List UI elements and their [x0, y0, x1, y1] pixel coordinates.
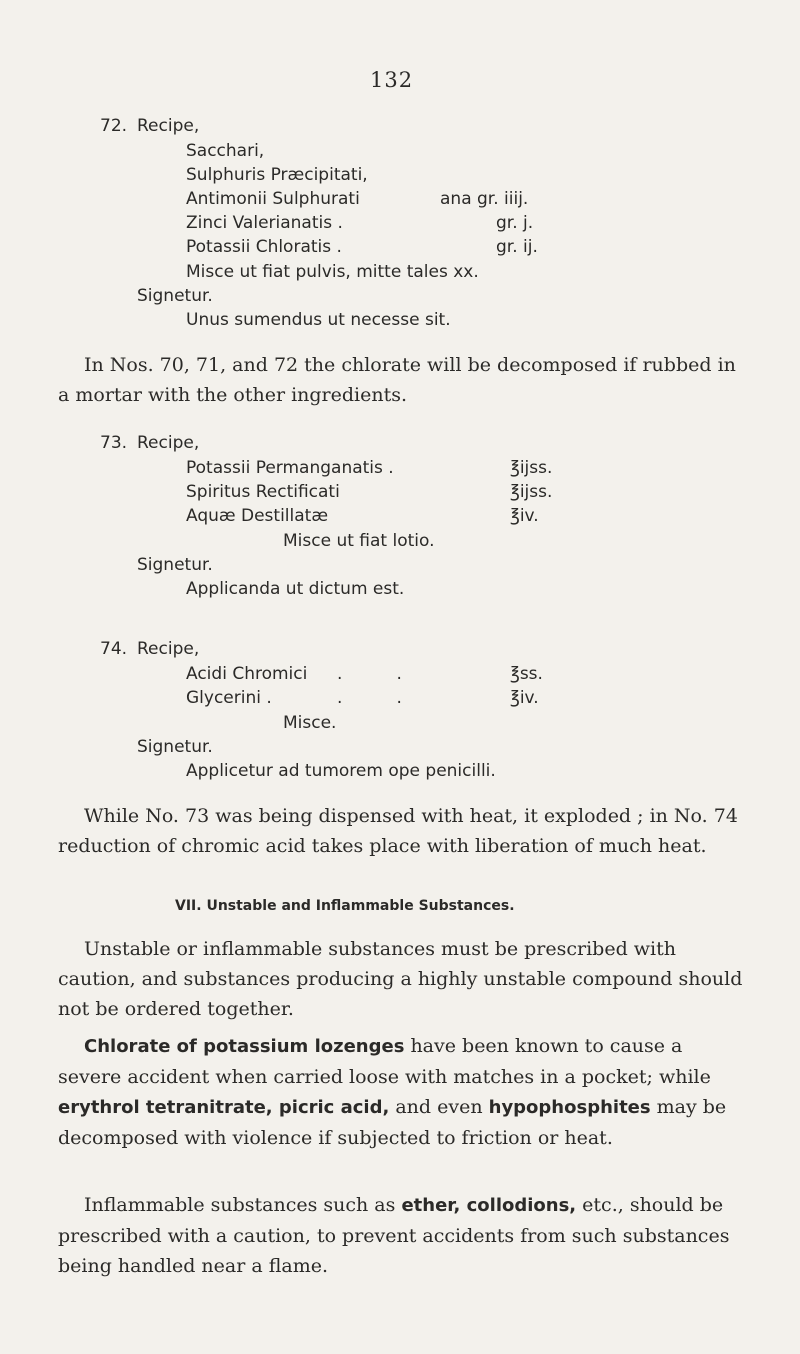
ingredient-line: Potassii Chloratis . — [186, 237, 342, 257]
emphasis-term: hypophosphites — [488, 1097, 651, 1118]
ingredient-line: Glycerini . — [186, 688, 272, 708]
paragraph-unstable — [58, 934, 748, 1024]
text-run: etc., should be prescribed with a caution, to prevent accidents from such substances being handled near a flame. — [58, 1194, 730, 1277]
emphasis-term: ether, collodions, — [401, 1195, 577, 1216]
paragraph-chlorate-lozenges — [58, 1031, 748, 1153]
paragraph-note-explosion — [58, 801, 748, 861]
section-heading: VII. Unstable and Inflammable Substances. — [175, 898, 515, 914]
recipe-instruction: Misce ut fiat lotio. — [283, 531, 435, 551]
ingredient-line: Acidi Chromici — [186, 664, 308, 684]
recipe-title: Recipe, — [137, 639, 200, 659]
ingredient-quantity: ℥ijss. — [510, 482, 553, 502]
ingredient-line: Sulphuris Præcipitati, — [186, 165, 368, 185]
recipe-instruction: Misce. — [283, 713, 337, 733]
recipe-title: Recipe, — [137, 433, 200, 453]
ingredient-quantity: ℥iv. — [510, 506, 539, 526]
ingredient-line: Antimonii Sulphurati — [186, 189, 360, 209]
leader-dots: . . — [337, 664, 402, 684]
ingredient-line: Potassii Permanganatis . — [186, 458, 394, 478]
text-run: may be decomposed with violence if subjected to friction or heat. — [58, 1096, 727, 1149]
recipe-direction: Applicanda ut dictum est. — [186, 579, 405, 599]
ingredient-quantity: ana gr. iiij. — [440, 189, 529, 209]
ingredient-quantity: gr. j. — [496, 213, 534, 233]
paragraph-text — [58, 1190, 748, 1281]
ingredient-line: Aquæ Destillatæ — [186, 506, 329, 526]
ingredient-quantity: ℥ss. — [510, 664, 543, 684]
note-text: While No. 73 was being dispensed with heat, it exploded ; in No. 74 reduction of chromic acid takes place with liberation of much heat. — [58, 805, 738, 857]
note-text: In Nos. 70, 71, and 72 the chlorate will be decomposed if rubbed in a mortar with the other ingredients. — [58, 354, 736, 406]
ingredient-line: Spiritus Rectificati — [186, 482, 340, 502]
recipe-direction: Applicetur ad tumorem ope penicilli. — [186, 761, 496, 781]
ingredient-line: Sacchari, — [186, 141, 265, 161]
recipe-direction: Unus sumendus ut necesse sit. — [186, 310, 451, 330]
paragraph-note-chlorate — [58, 350, 748, 410]
ingredient-quantity: ℥ijss. — [510, 458, 553, 478]
emphasis-term: erythrol tetranitrate, picric acid, — [58, 1097, 390, 1118]
recipe-number: 73. — [100, 433, 128, 453]
ingredient-quantity: gr. ij. — [496, 237, 538, 257]
recipe-number: 74. — [100, 639, 128, 659]
text-run: have been known to cause a severe accident when carried loose with matches in a pocket; while — [58, 1035, 711, 1088]
paragraph-text — [58, 1031, 748, 1153]
emphasis-term: Chlorate of potassium lozenges — [84, 1036, 405, 1057]
recipe-number: 72. — [100, 116, 128, 136]
paragraph-inflammable — [58, 1190, 748, 1281]
ingredient-quantity: ℥iv. — [510, 688, 539, 708]
page-number: 132 — [370, 68, 414, 92]
recipe-title: Recipe, — [137, 116, 200, 136]
paragraph-text: Unstable or inflammable substances must be prescribed with caution, and substances producing a highly unstable compound should not be ordered together. — [58, 938, 743, 1020]
leader-dots: . . — [337, 688, 402, 708]
signetur-label: Signetur. — [137, 286, 213, 306]
ingredient-line: Zinci Valerianatis . — [186, 213, 343, 233]
text-run: and even — [389, 1096, 489, 1118]
recipe-instruction: Misce ut fiat pulvis, mitte tales xx. — [186, 262, 479, 282]
text-run: Inflammable substances such as — [84, 1194, 402, 1216]
signetur-label: Signetur. — [137, 737, 213, 757]
signetur-label: Signetur. — [137, 555, 213, 575]
